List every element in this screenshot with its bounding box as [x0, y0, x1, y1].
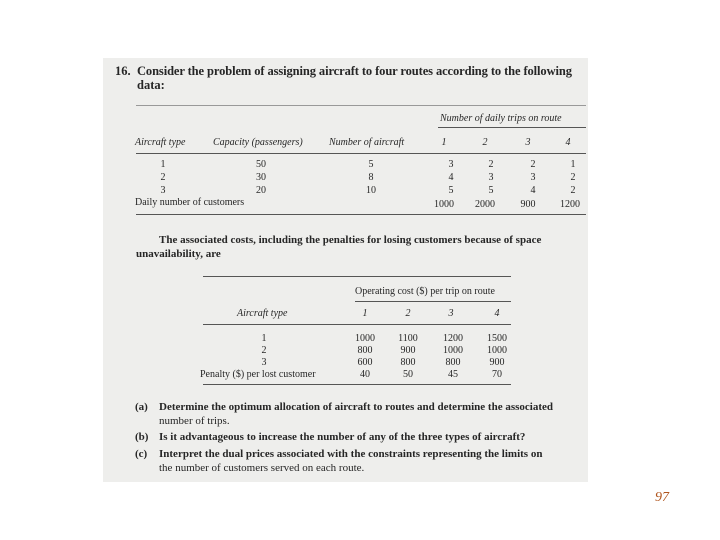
table1-customers-label: Daily number of customers — [135, 197, 245, 208]
table1-cell: 3 — [488, 172, 494, 183]
table2-cell: 2 — [261, 345, 267, 356]
table1-cell: 8 — [368, 172, 374, 183]
table1-cell: 5 — [448, 185, 454, 196]
table1-cell: 2000 — [475, 199, 495, 210]
table1-cell: 2 — [488, 159, 494, 170]
table1-cell: 1 — [570, 159, 576, 170]
table2-cell: 40 — [360, 369, 370, 380]
table2-header-rule — [203, 324, 511, 325]
table2-cell: 1200 — [443, 333, 463, 344]
table2-cell: 1 — [261, 333, 267, 344]
table1-cell: 3 — [530, 172, 536, 183]
table2-cell: 1000 — [443, 345, 463, 356]
table1-cell: 1 — [160, 159, 166, 170]
table1-header-number-aircraft: Number of aircraft — [329, 137, 405, 148]
table1-header-route-3: 3 — [525, 137, 531, 148]
table1-cell: 30 — [256, 172, 266, 183]
question-letter: (b) — [135, 431, 149, 443]
table1-cell: 3 — [448, 159, 454, 170]
question-letter: (c) — [135, 448, 148, 460]
table2-top-rule — [203, 276, 511, 277]
page-number: 97 — [655, 490, 669, 505]
table1-cell: 2 — [530, 159, 536, 170]
table1-cell: 2 — [570, 185, 576, 196]
table1-cell: 1000 — [434, 199, 454, 210]
table1-group-rule — [438, 127, 586, 128]
table2-header-route-4: 4 — [494, 308, 500, 319]
table2-header-route-2: 2 — [405, 308, 411, 319]
table1-cell: 5 — [488, 185, 494, 196]
question-letter: (a) — [135, 401, 148, 413]
table1-cell: 10 — [366, 185, 376, 196]
question-text-line1: Is it advantageous to increase the number of any of the three types of aircraft? — [159, 431, 526, 443]
table2-header-aircraft-type: Aircraft type — [237, 308, 288, 319]
table2-cell: 800 — [400, 357, 416, 368]
table2-cell: 1000 — [487, 345, 507, 356]
table2-cell: 1000 — [355, 333, 375, 344]
question-text-line1: Interpret the dual prices associated with the constraints representing the limits on — [159, 448, 543, 460]
table1-header-route-1: 1 — [441, 137, 447, 148]
table2-cell: 600 — [357, 357, 373, 368]
table1-header-route-2: 2 — [482, 137, 488, 148]
table2-cell: 900 — [400, 345, 416, 356]
scanned-page — [103, 58, 588, 482]
table1-cell: 4 — [448, 172, 454, 183]
question-text-line1: Determine the optimum allocation of aircraft to routes and determine the associated — [159, 401, 553, 413]
table1-header-route-4: 4 — [565, 137, 571, 148]
table2-header-route-1: 1 — [362, 308, 368, 319]
table1-header-rule — [136, 153, 586, 154]
table2-cell: 800 — [357, 345, 373, 356]
problem-intro-line2: data: — [137, 78, 165, 92]
table2-cell: 900 — [489, 357, 505, 368]
table1-cell: 5 — [368, 159, 374, 170]
table2-cell: 1100 — [398, 333, 418, 344]
table2-cell: 3 — [261, 357, 267, 368]
table1-cell: 900 — [520, 199, 536, 210]
table1-bottom-rule — [136, 214, 586, 215]
table2-header-route-3: 3 — [448, 308, 454, 319]
table1-top-rule — [136, 105, 586, 106]
question-text-line2: number of trips. — [159, 415, 230, 427]
table2-bottom-rule — [203, 384, 511, 385]
table1-header-capacity: Capacity (passengers) — [213, 137, 303, 148]
table1-group-header: Number of daily trips on route — [440, 113, 562, 124]
table1-cell: 50 — [256, 159, 266, 170]
table1-cell: 1200 — [560, 199, 580, 210]
table2-cell: 1500 — [487, 333, 507, 344]
problem-intro-line1: Consider the problem of assigning aircraft to four routes according to the following — [137, 64, 572, 78]
table2-cell: 800 — [445, 357, 461, 368]
costs-text-line2: unavailability, are — [136, 248, 221, 260]
table1-cell: 4 — [530, 185, 536, 196]
problem-number: 16. — [115, 64, 131, 78]
table2-penalty-label: Penalty ($) per lost customer — [200, 369, 316, 380]
table2-cell: 70 — [492, 369, 502, 380]
question-text-line2: the number of customers served on each route. — [159, 462, 365, 474]
table2-group-rule — [355, 301, 511, 302]
table1-cell: 2 — [160, 172, 166, 183]
table2-cell: 45 — [448, 369, 458, 380]
table2-group-header: Operating cost ($) per trip on route — [355, 286, 495, 297]
table1-cell: 20 — [256, 185, 266, 196]
table2-cell: 50 — [403, 369, 413, 380]
costs-text-line1: The associated costs, including the penalties for losing customers because of space — [159, 234, 542, 246]
table1-cell: 2 — [570, 172, 576, 183]
table1-cell: 3 — [160, 185, 166, 196]
table1-header-aircraft-type: Aircraft type — [135, 137, 186, 148]
